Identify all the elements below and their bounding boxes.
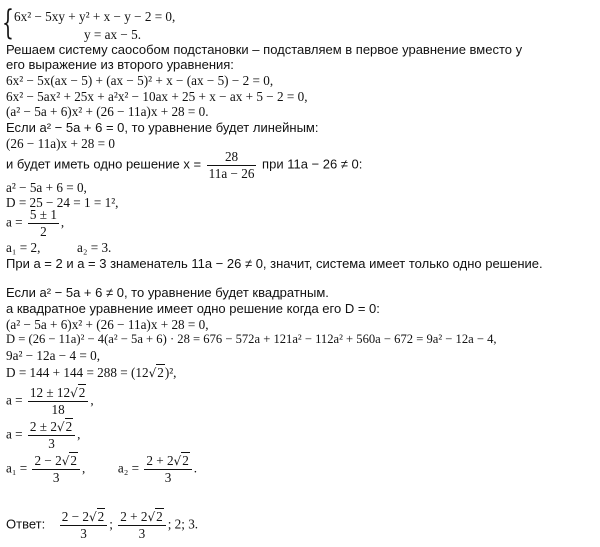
sqrt-symbol <box>57 420 73 434</box>
root-a1: a₁ = 2, <box>6 240 41 255</box>
radicand: 2 <box>78 385 86 400</box>
sqrt-symbol <box>149 365 165 381</box>
linear-solution-fraction <box>207 150 257 181</box>
answer-fraction-1 <box>60 510 107 541</box>
subst-line-3: (a² − 5a + 6)x² + (26 − 11a)x + 28 = 0. <box>6 104 209 119</box>
system-eq2: y = ax − 5. <box>84 27 141 42</box>
linear-conclusion: При a = 2 и a = 3 знаменатель 11a − 26 ≠ 0, значит, система имеет только одно решение. <box>6 256 543 271</box>
d2-suffix: )², <box>164 365 177 380</box>
a-suffix: , <box>90 392 94 408</box>
d2-prefix: D = 144 + 144 = 288 = (12 <box>6 365 149 380</box>
radicand: 2 <box>182 453 189 468</box>
system-eq1: 6x² − 5xy + y² + x − y − 2 = 0, <box>14 9 176 24</box>
root-a1-prefix: a₁ = <box>6 460 31 476</box>
answer-fraction-2 <box>118 510 165 541</box>
quad-a-formula-1 <box>6 386 94 417</box>
radical-sign: √ <box>89 510 97 524</box>
a-prefix: a = <box>6 392 26 408</box>
a-fraction <box>28 386 88 417</box>
subst-line-1: 6x² − 5x(ax − 5) + (ax − 5)² + x − (ax − 5) − 2 = 0, <box>6 73 274 88</box>
fraction-numerator <box>144 454 191 470</box>
linear-equation: (26 − 11a)x + 28 = 0 <box>6 136 115 151</box>
a-fraction <box>28 208 59 239</box>
fraction-denominator: 3 <box>138 526 146 541</box>
fraction-numerator <box>32 454 79 470</box>
radicand: 2 <box>65 419 73 434</box>
radicand: 2 <box>70 453 77 468</box>
numerator-text: 2 − 2 <box>34 453 62 468</box>
root-a2-suffix: . <box>193 460 198 476</box>
fraction-numerator <box>28 386 88 402</box>
sqrt-symbol <box>70 386 86 400</box>
fraction-numerator <box>28 420 75 436</box>
quad-a-formula-2 <box>6 420 80 451</box>
a-prefix: a = <box>6 426 26 442</box>
fraction-denominator: 3 <box>48 436 55 451</box>
radical-sign: √ <box>61 454 70 468</box>
a-roots-values <box>6 240 111 255</box>
quad-roots <box>6 454 197 485</box>
a-suffix: , <box>60 214 65 230</box>
fraction-denominator: 3 <box>52 470 60 485</box>
root-a1-suffix: , <box>81 460 86 476</box>
linear-solution-prefix: и будет иметь одно решение x = <box>6 156 205 172</box>
quad-condition: Если a² − 5a + 6 ≠ 0, то уравнение будет квадратным. <box>6 285 329 300</box>
fraction-denominator: 11a − 26 <box>208 166 255 181</box>
root-a2: a₂ = 3. <box>76 240 112 255</box>
numerator-text: 2 + 2 <box>120 509 148 524</box>
radicand: 2 <box>157 365 164 380</box>
intro-line-1: Решаем систему саособом подстановки – подставляем в первое уравнение вместо y <box>6 42 523 57</box>
answer-tail: ; 2; 3. <box>167 516 199 532</box>
quad-equation: (a² − 5a + 6)x² + (26 − 11a)x + 28 = 0, <box>6 317 209 332</box>
root-a2-fraction <box>144 454 191 485</box>
fraction-numerator <box>60 510 107 526</box>
fraction-denominator: 18 <box>51 402 65 417</box>
sqrt-symbol <box>89 510 105 524</box>
radicand: 2 <box>97 509 105 524</box>
subst-line-2: 6x² − 5ax² + 25x + a²x² − 10ax + 25 + x − ax + 5 − 2 = 0, <box>6 89 308 104</box>
quad-discriminant-2 <box>6 365 176 381</box>
root-a2-prefix: a₂ = <box>117 460 143 476</box>
radical-sign: √ <box>148 366 157 380</box>
numerator-text: 2 − 2 <box>61 509 90 524</box>
numerator-text: 2 ± 2 <box>29 419 57 434</box>
sqrt-symbol <box>174 454 190 468</box>
quad-a-equation: a² − 5a + 6 = 0, <box>6 180 87 195</box>
a-fraction <box>28 420 75 451</box>
linear-solution-suffix: при 11a − 26 ≠ 0: <box>258 156 363 172</box>
answer-line <box>6 510 198 541</box>
system-brace: { <box>2 3 14 43</box>
a-roots-formula <box>6 208 64 239</box>
radical-sign: √ <box>173 454 182 468</box>
linear-solution-line <box>6 150 362 181</box>
fraction-denominator: 2 <box>40 224 47 239</box>
fraction-numerator: 28 <box>207 150 257 166</box>
quad-condition-2: а квадратное уравнение имеет одно решение когда его D = 0: <box>6 301 380 316</box>
numerator-text: 12 ± 12 <box>29 385 71 400</box>
quad-discriminant: D = (26 − 11a)² − 4(a² − 5a + 6) · 28 = 676 − 572a + 121a² − 112a² + 560a − 672 = 9a² − 12a − 4, <box>6 332 497 346</box>
discriminant-line: D = 25 − 24 = 1 = 1², <box>6 195 119 210</box>
linear-condition: Если a² − 5a + 6 = 0, то уравнение будет линейным: <box>6 120 319 135</box>
root-a1-fraction <box>32 454 79 485</box>
numerator-text: 2 + 2 <box>146 453 174 468</box>
fraction-denominator: 3 <box>80 526 87 541</box>
radical-sign: √ <box>56 420 65 434</box>
radical-sign: √ <box>70 386 78 400</box>
answer-label: Ответ: <box>6 516 46 532</box>
a-prefix: a = <box>6 214 26 230</box>
radicand: 2 <box>156 509 163 524</box>
fraction-numerator <box>118 510 165 526</box>
answer-separator: ; <box>109 516 113 532</box>
intro-line-2: его выражение из второго уравнения: <box>6 57 234 72</box>
quad-a-equation-2: 9a² − 12a − 4 = 0, <box>6 348 101 363</box>
fraction-numerator: 5 ± 1 <box>29 207 57 222</box>
sqrt-symbol <box>62 454 78 468</box>
a-suffix: , <box>77 426 81 442</box>
sqrt-symbol <box>147 510 163 524</box>
radical-sign: √ <box>147 510 156 524</box>
fraction-denominator: 3 <box>164 470 172 485</box>
